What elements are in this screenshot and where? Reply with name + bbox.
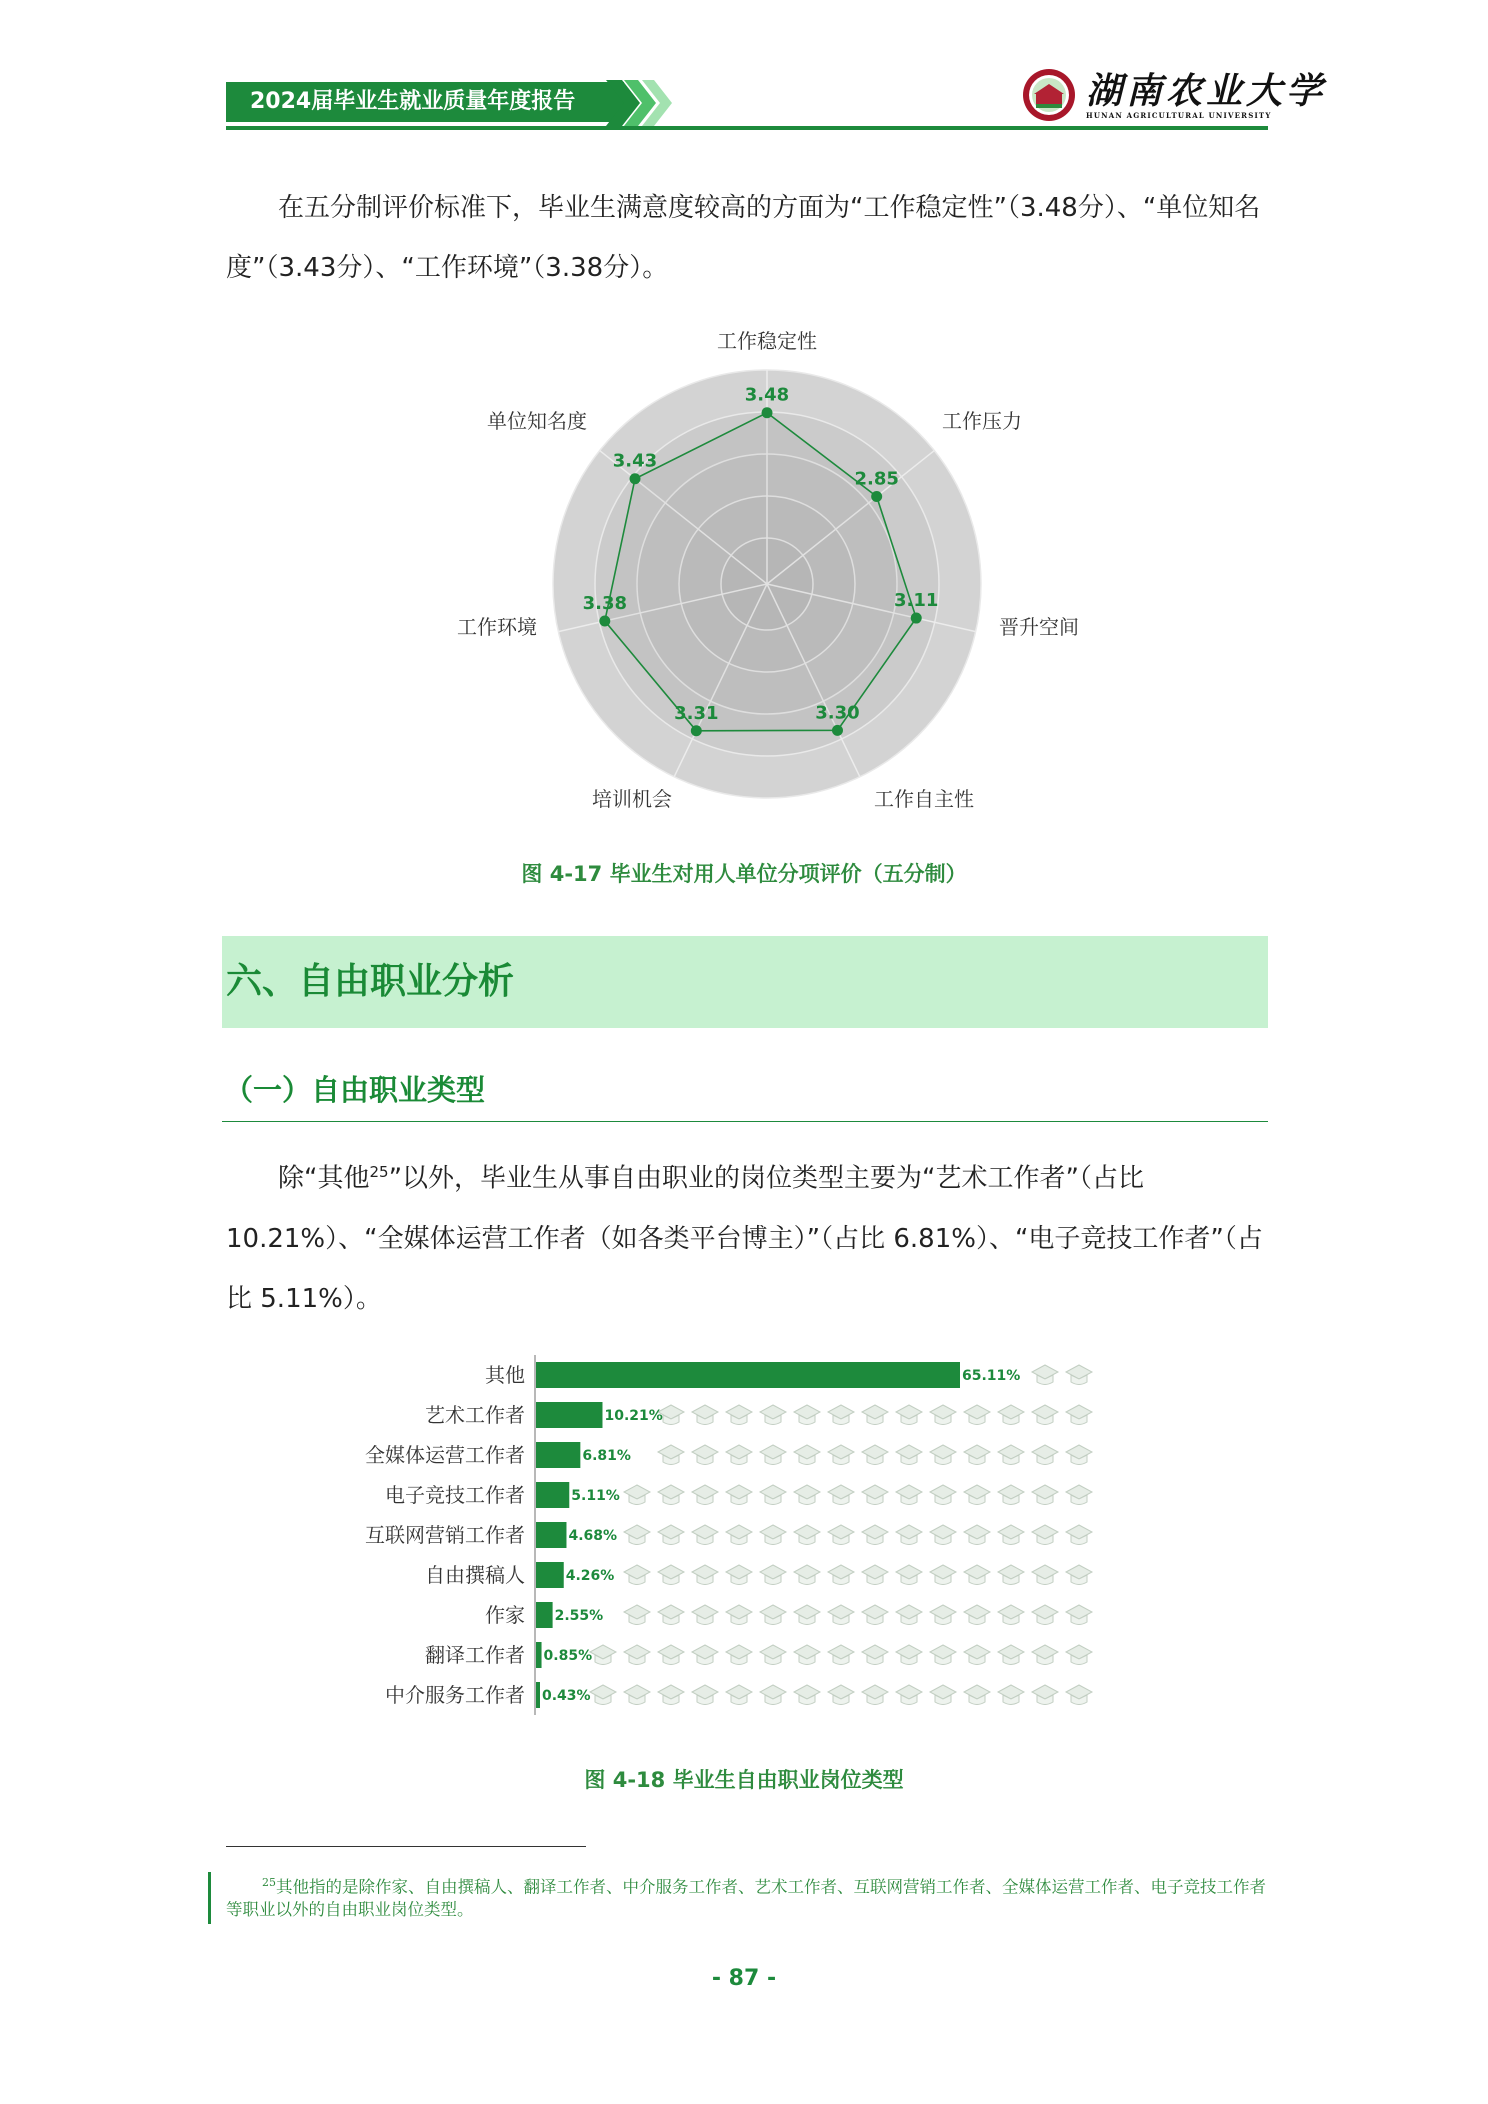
- graduation-cap-icon: [964, 1445, 990, 1465]
- graduation-cap-icon: [726, 1485, 752, 1505]
- graduation-cap-icon: [896, 1485, 922, 1505]
- footnote-reference[interactable]: 25: [369, 1163, 389, 1181]
- graduation-cap-icon: [726, 1525, 752, 1545]
- graduation-cap-icon: [1066, 1525, 1092, 1545]
- graduation-cap-icon: [998, 1565, 1024, 1585]
- bar-category-label: 翻译工作者: [425, 1643, 525, 1667]
- radar-point: [599, 616, 610, 627]
- graduation-cap-icon: [624, 1525, 650, 1545]
- radar-point: [832, 725, 843, 736]
- graduation-cap-icon: [998, 1525, 1024, 1545]
- graduation-cap-icon: [964, 1605, 990, 1625]
- graduation-cap-icon: [828, 1685, 854, 1705]
- graduation-cap-icon: [692, 1525, 718, 1545]
- bar-category-label: 艺术工作者: [425, 1403, 525, 1427]
- radar-category-label: 工作压力: [942, 409, 1022, 433]
- bar-value-label: 65.11%: [962, 1368, 1021, 1384]
- radar-point: [911, 613, 922, 624]
- bar-mark: [536, 1562, 564, 1588]
- graduation-cap-icon: [692, 1645, 718, 1665]
- graduation-cap-icon: [998, 1485, 1024, 1505]
- graduation-cap-icon: [930, 1645, 956, 1665]
- intro-paragraph: 在五分制评价标准下，毕业生满意度较高的方面为“工作稳定性”（3.48分）、“单位知名度”（3.43分）、“工作环境”（3.38分）。: [226, 193, 1261, 283]
- graduation-cap-icon: [726, 1405, 752, 1425]
- graduation-cap-icon: [828, 1565, 854, 1585]
- bar-category-label: 其他: [485, 1363, 525, 1387]
- graduation-cap-icon: [624, 1565, 650, 1585]
- graduation-cap-icon: [862, 1605, 888, 1625]
- subsection-divider: [222, 1121, 1268, 1122]
- graduation-cap-icon: [794, 1485, 820, 1505]
- bar-chart: [330, 1345, 1130, 1725]
- university-logo: [1022, 66, 1326, 124]
- graduation-cap-icon: [862, 1485, 888, 1505]
- footnote: [226, 1872, 1270, 1921]
- footnote-marker-bar: [208, 1872, 211, 1924]
- graduation-cap-icon: [726, 1565, 752, 1585]
- bar-category-label: 全媒体运营工作者: [365, 1443, 525, 1467]
- graduation-cap-icon: [828, 1405, 854, 1425]
- graduation-cap-icon: [964, 1645, 990, 1665]
- bar-value-label: 2.55%: [554, 1608, 604, 1624]
- graduation-cap-icon: [1032, 1565, 1058, 1585]
- graduation-cap-icon: [624, 1485, 650, 1505]
- graduation-cap-icon: [1032, 1685, 1058, 1705]
- graduation-cap-icon: [862, 1565, 888, 1585]
- graduation-cap-icon: [964, 1685, 990, 1705]
- footnote-text: 其他指的是除作家、自由撰稿人、翻译工作者、中介服务工作者、艺术工作者、互联网营销工作者、全媒体运营工作者、电子竞技工作者等职业以外的自由职业岗位类型。: [226, 1877, 1266, 1919]
- graduation-cap-icon: [692, 1485, 718, 1505]
- graduation-cap-icon: [726, 1445, 752, 1465]
- graduation-cap-icon: [998, 1685, 1024, 1705]
- graduation-cap-icon: [1066, 1645, 1092, 1665]
- graduation-cap-icon: [624, 1685, 650, 1705]
- graduation-cap-icon: [828, 1485, 854, 1505]
- graduation-cap-icon: [1032, 1445, 1058, 1465]
- university-name-cn: 湖南农业大学: [1086, 69, 1327, 112]
- graduation-cap-icon: [658, 1485, 684, 1505]
- graduation-cap-icon: [590, 1645, 616, 1665]
- bar-figure-caption: 图 4-18 毕业生自由职业岗位类型: [584, 1768, 904, 1792]
- graduation-cap-icon: [930, 1445, 956, 1465]
- graduation-cap-icon: [930, 1685, 956, 1705]
- graduation-cap-icon: [794, 1445, 820, 1465]
- graduation-cap-icon: [1032, 1645, 1058, 1665]
- graduation-cap-icon: [930, 1565, 956, 1585]
- graduation-cap-icon: [896, 1605, 922, 1625]
- graduation-cap-icon: [998, 1405, 1024, 1425]
- graduation-cap-icon: [658, 1685, 684, 1705]
- graduation-cap-icon: [828, 1605, 854, 1625]
- bar-mark: [536, 1402, 602, 1428]
- graduation-cap-icon: [794, 1645, 820, 1665]
- graduation-cap-icon: [658, 1645, 684, 1665]
- bar-category-label: 电子竞技工作者: [385, 1483, 525, 1507]
- bar-value-label: 10.21%: [604, 1408, 663, 1424]
- graduation-cap-icon: [658, 1525, 684, 1545]
- graduation-cap-icon: [896, 1405, 922, 1425]
- bar-value-label: 4.68%: [568, 1528, 618, 1544]
- graduation-cap-icon: [1066, 1445, 1092, 1465]
- radar-value-label: 3.30: [815, 702, 860, 724]
- bar-mark: [536, 1602, 553, 1628]
- graduation-cap-icon: [930, 1485, 956, 1505]
- graduation-cap-icon: [760, 1565, 786, 1585]
- graduation-cap-icon: [692, 1565, 718, 1585]
- graduation-cap-icon: [862, 1645, 888, 1665]
- graduation-cap-icon: [998, 1445, 1024, 1465]
- graduation-cap-icon: [998, 1605, 1024, 1625]
- graduation-cap-icon: [896, 1525, 922, 1545]
- paragraph-part-1: 除“其他: [278, 1163, 370, 1194]
- report-title-band: [226, 82, 624, 122]
- radar-point: [762, 407, 773, 418]
- radar-chart: [430, 320, 1090, 840]
- graduation-cap-icon: [964, 1565, 990, 1585]
- radar-value-label: 3.11: [894, 590, 939, 612]
- graduation-cap-icon: [726, 1685, 752, 1705]
- graduation-cap-icon: [794, 1605, 820, 1625]
- bar-category-label: 中介服务工作者: [385, 1683, 525, 1707]
- graduation-cap-icon: [760, 1605, 786, 1625]
- bar-mark: [536, 1682, 540, 1708]
- radar-point: [691, 725, 702, 736]
- radar-category-label: 工作环境: [457, 615, 537, 639]
- bar-value-label: 0.85%: [543, 1648, 593, 1664]
- graduation-cap-icon: [862, 1525, 888, 1545]
- graduation-cap-icon: [896, 1685, 922, 1705]
- graduation-cap-icon: [1066, 1605, 1092, 1625]
- graduation-cap-icon: [1066, 1405, 1092, 1425]
- radar-value-label: 3.38: [582, 593, 628, 615]
- bar-value-label: 6.81%: [582, 1448, 631, 1464]
- section-heading: 六、自由职业分析: [222, 936, 1268, 1028]
- graduation-cap-icon: [828, 1525, 854, 1545]
- graduation-cap-icon: [964, 1525, 990, 1545]
- header-divider: [226, 126, 1268, 130]
- bar-category-label: 自由撰稿人: [425, 1563, 525, 1587]
- radar-category-label: 培训机会: [592, 787, 672, 811]
- bar-value-label: 5.11%: [571, 1488, 620, 1504]
- graduation-cap-icon: [1032, 1525, 1058, 1545]
- radar-value-label: 3.31: [674, 702, 719, 724]
- bar-mark: [536, 1362, 960, 1388]
- graduation-cap-icon: [896, 1445, 922, 1465]
- graduation-cap-icon: [964, 1405, 990, 1425]
- graduation-cap-icon: [624, 1645, 650, 1665]
- radar-figure-caption: 图 4-17 毕业生对用人单位分项评价（五分制）: [521, 862, 967, 886]
- graduation-cap-icon: [1032, 1365, 1058, 1385]
- graduation-cap-icon: [794, 1525, 820, 1545]
- graduation-cap-icon: [590, 1685, 616, 1705]
- graduation-cap-icon: [726, 1645, 752, 1665]
- graduation-cap-icon: [930, 1405, 956, 1425]
- radar-category-label: 工作自主性: [874, 787, 974, 811]
- graduation-cap-icon: [726, 1605, 752, 1625]
- radar-value-label: 3.48: [744, 384, 790, 406]
- radar-category-label: 单位知名度: [487, 409, 587, 433]
- graduation-cap-icon: [1032, 1605, 1058, 1625]
- page-number: - 87 -: [711, 1966, 777, 1991]
- radar-value-label: 3.43: [612, 450, 658, 472]
- bar-mark: [536, 1522, 566, 1548]
- university-emblem-icon: [1022, 68, 1076, 122]
- radar-category-label: 晋升空间: [999, 615, 1079, 639]
- graduation-cap-icon: [692, 1445, 718, 1465]
- radar-category-label: 工作稳定性: [717, 329, 817, 353]
- graduation-cap-icon: [1032, 1405, 1058, 1425]
- graduation-cap-icon: [760, 1645, 786, 1665]
- graduation-cap-icon: [760, 1445, 786, 1465]
- graduation-cap-icon: [760, 1485, 786, 1505]
- university-name-en: HUNAN AGRICULTURAL UNIVERSITY: [1086, 110, 1272, 120]
- graduation-cap-icon: [1066, 1485, 1092, 1505]
- graduation-cap-icon: [624, 1605, 650, 1625]
- radar-value-label: 2.85: [854, 468, 899, 490]
- graduation-cap-icon: [1066, 1565, 1092, 1585]
- graduation-cap-icon: [964, 1485, 990, 1505]
- graduation-cap-icon: [760, 1405, 786, 1425]
- graduation-cap-icon: [930, 1525, 956, 1545]
- footnote-rule: [226, 1846, 586, 1847]
- report-title: 2024届毕业生就业质量年度报告: [250, 89, 576, 114]
- graduation-cap-icon: [794, 1565, 820, 1585]
- footnote-number: 25: [262, 1876, 276, 1889]
- bar-value-label: 4.26%: [565, 1568, 615, 1584]
- paragraph-part-2: ”以外，毕业生从事自由职业的岗位类型主要为“艺术工作者”（占比10.21%）、“全媒体运营工作者（如各类平台博主）”（占比 6.81%）、“电子竞技工作者”（占比 5.11%）。: [226, 1163, 1263, 1314]
- graduation-cap-icon: [760, 1525, 786, 1545]
- bar-mark: [536, 1642, 542, 1668]
- freelance-paragraph: [226, 1142, 1270, 1329]
- graduation-cap-icon: [930, 1605, 956, 1625]
- subsection-heading: （一）自由职业类型: [224, 1073, 486, 1107]
- graduation-cap-icon: [828, 1645, 854, 1665]
- graduation-cap-icon: [794, 1685, 820, 1705]
- graduation-cap-icon: [794, 1405, 820, 1425]
- bar-category-label: 作家: [485, 1603, 525, 1627]
- graduation-cap-icon: [692, 1605, 718, 1625]
- header-chevron-arrows-icon: [606, 80, 676, 126]
- graduation-cap-icon: [1032, 1485, 1058, 1505]
- graduation-cap-icon: [1066, 1365, 1092, 1385]
- radar-point: [630, 473, 641, 484]
- graduation-cap-icon: [896, 1645, 922, 1665]
- graduation-cap-icon: [658, 1565, 684, 1585]
- bar-category-label: 互联网营销工作者: [365, 1523, 525, 1547]
- graduation-cap-icon: [998, 1645, 1024, 1665]
- graduation-cap-icon: [862, 1685, 888, 1705]
- bar-mark: [536, 1482, 569, 1508]
- graduation-cap-icon: [862, 1405, 888, 1425]
- bar-value-label: 0.43%: [542, 1688, 591, 1704]
- graduation-cap-icon: [658, 1605, 684, 1625]
- graduation-cap-icon: [828, 1445, 854, 1465]
- graduation-cap-icon: [692, 1405, 718, 1425]
- graduation-cap-icon: [692, 1685, 718, 1705]
- graduation-cap-icon: [1066, 1685, 1092, 1705]
- graduation-cap-icon: [760, 1685, 786, 1705]
- radar-point: [871, 491, 882, 502]
- graduation-cap-icon: [862, 1445, 888, 1465]
- graduation-cap-icon: [658, 1445, 684, 1465]
- bar-mark: [536, 1442, 580, 1468]
- graduation-cap-icon: [896, 1565, 922, 1585]
